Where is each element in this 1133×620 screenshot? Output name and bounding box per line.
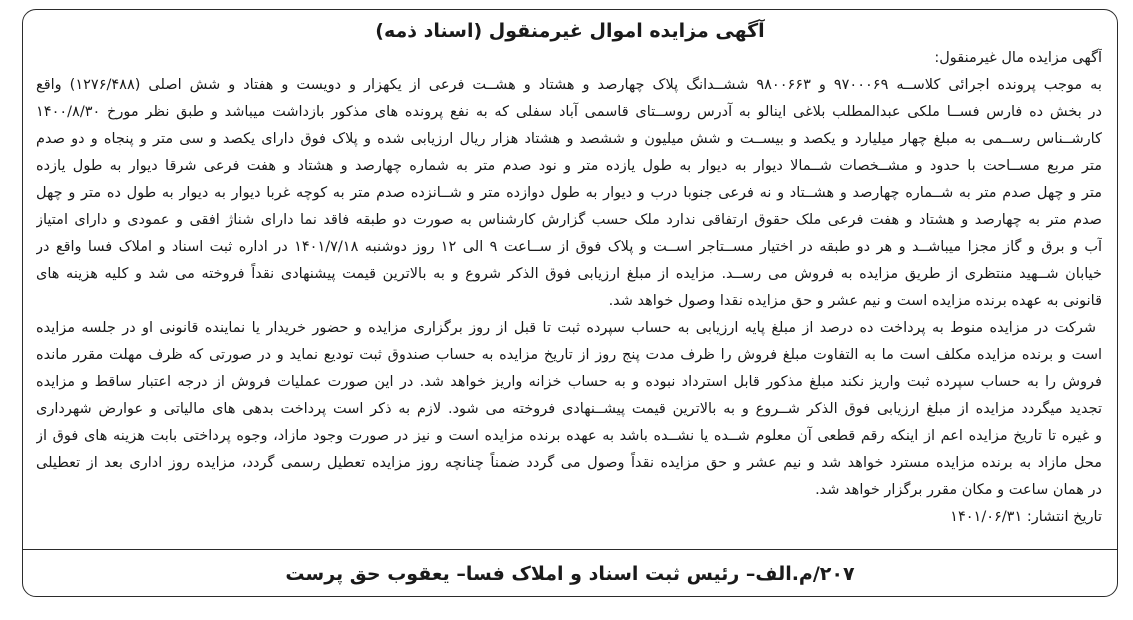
paragraph-1-line: خیابان شــهید منتظری از طریق مزایده به فروش می رســد. مزایده از مبلغ ارزیابی فوق الذکر شروع و به بالاترین قیمت پیشنهادی نقداً فروخته می شد و کلیه هزینه های bbox=[36, 266, 1102, 282]
paragraph-2-line: محل مازاد به برنده مزایده مسترد خواهد شد و نیم عشر و حق مزایده نقداً وصول می گردد ضمناً چنانچه روز مزایده تعطیل رسمی گردد، مزایده روز اداری بعد از تعطیلی bbox=[36, 455, 1102, 471]
paragraph-1-line: قانونی به عهده برنده مزایده است و نیم عشر و حق مزایده نقدا وصول خواهد شد. bbox=[608, 293, 1102, 309]
paragraph-2-line: و غیره تا تاریخ مزایده اعم از اینکه رقم قطعی آن معلوم شــده یا نشــده باشد به عهده برنده مزایده است و نیز در صورت وجود مازاد، وجوه پرداختی بابت هزینه های فوق از bbox=[36, 428, 1102, 444]
signature-divider bbox=[23, 549, 1117, 550]
notice-body bbox=[36, 45, 1102, 531]
paragraph-2 bbox=[36, 315, 1102, 504]
paragraph-1-line: در بخش ده فارس فســا ملکی عبدالمطلب بلاغی اینالو به آدرس روســتای قاسمی آباد سفلی که به نفع پرونده های مذکور بازداشت میباشد و طبق نظر مورخ ۱۴۰۰/۸/۳۰ bbox=[36, 104, 1102, 120]
notice-box bbox=[22, 9, 1118, 597]
paragraph-1-line: صدم متر به چهارصد و هشتاد و هفت فرعی ملک حقوق ارتفاقی ندارد ملک حسب گزارش کارشناس به صورت دو طبقه فاقد نما دارای شناژ افقی و عمودی و دارای امتیاز bbox=[36, 212, 1102, 228]
paragraph-2-line: فروش را به حساب سپرده ثبت واریز نکند مبلغ مذکور قابل استرداد نبوده و به حساب خزانه واریز خواهد شد. در این صورت عملیات فروش از درجه اعتبار ساقط و مزایده bbox=[36, 374, 1102, 390]
paragraph-2-line: شرکت در مزایده منوط به پرداخت ده درصد از مبلغ پایه ارزیابی به حساب سپرده ثبت تا قبل از روز برگزاری مزایده و حضور خریدار یا نماینده قانونی او در جلسه مزایده bbox=[36, 320, 1096, 336]
paragraph-2-line: تجدید میگردد مزایده از مبلغ ارزیابی فوق الذکر شــروع و به بالاترین قیمت پیشــنهادی فروخته می شود. لازم به ذکر است پرداخت بدهی های مالیاتی و عوارض شهرداری bbox=[36, 401, 1102, 417]
notice-title: آگهی مزایده اموال غیرمنقول (اسناد ذمه) bbox=[375, 20, 765, 42]
paragraph-1-line: آب و برق و گاز مجزا میباشــد و هر دو طبقه در اختیار مســتاجر اســت و پلاک فوق از ســاعت ۹ الی ۱۲ روز دوشنبه ۱۴۰۱/۷/۱۸ در اداره ثبت اسناد و املاک فسا واقع در bbox=[36, 239, 1102, 255]
paragraph-2-line: است و برنده مزایده مکلف است ما به التفاوت مبلغ فروش را ظرف مدت پنج روز از تاریخ مزایده به حساب صندوق ثبت تودیع نماید و در صورتی که ظرف مهلت مقرر مانده bbox=[36, 347, 1102, 363]
paragraph-1-line: متر مربع مســاحت با حدود و مشــخصات شــمالا دیوار به دیوار به طول یازده متر و نود صدم متر به شماره چهارصد و هشتاد و هفت فرعی شرقا دیوار به طول یازده bbox=[36, 158, 1102, 174]
paragraph-1 bbox=[36, 72, 1102, 315]
paragraph-1-line: متر و چهل صدم متر به شــماره چهارصد و هشــتاد و نه فرعی جنوبا درب و دیوار به طول دوازده متر و شــانزده صدم متر به کوچه غربا دیوار به دیوار به طول ده متر و چهل bbox=[36, 185, 1102, 201]
paragraph-1-line: کارشــناس رســمی به مبلغ چهار میلیارد و یکصد و بیســت و شش میلیون و ششصد و هشتاد هزار ریال ارزیابی شده و پلاک فوق دارای یکصد و سی متر و پنجاه و دو صدم bbox=[36, 131, 1102, 147]
notice-heading: آگهی مزایده مال غیرمنقول: bbox=[934, 50, 1102, 66]
publish-date: تاریخ انتشار: ۱۴۰۱/۰۶/۳۱ bbox=[950, 509, 1102, 525]
paragraph-1-line: به موجب پرونده اجرائی کلاســه ۹۷۰۰۰۶۹ و ۹۸۰۰۶۶۳ ششــدانگ پلاک چهارصد و هشتاد و هشــت فرعی از یکهزار و دویست و هفتاد و شش اصلی (۱۲۷۶/۴۸۸) واقع bbox=[36, 77, 1102, 93]
paragraph-2-line: در همان ساعت و مکان مقرر برگزار خواهد شد. bbox=[815, 482, 1102, 498]
signature-line: ۲۰۷/م.الف– رئیس ثبت اسناد و املاک فسا– یعقوب حق پرست bbox=[285, 563, 855, 585]
